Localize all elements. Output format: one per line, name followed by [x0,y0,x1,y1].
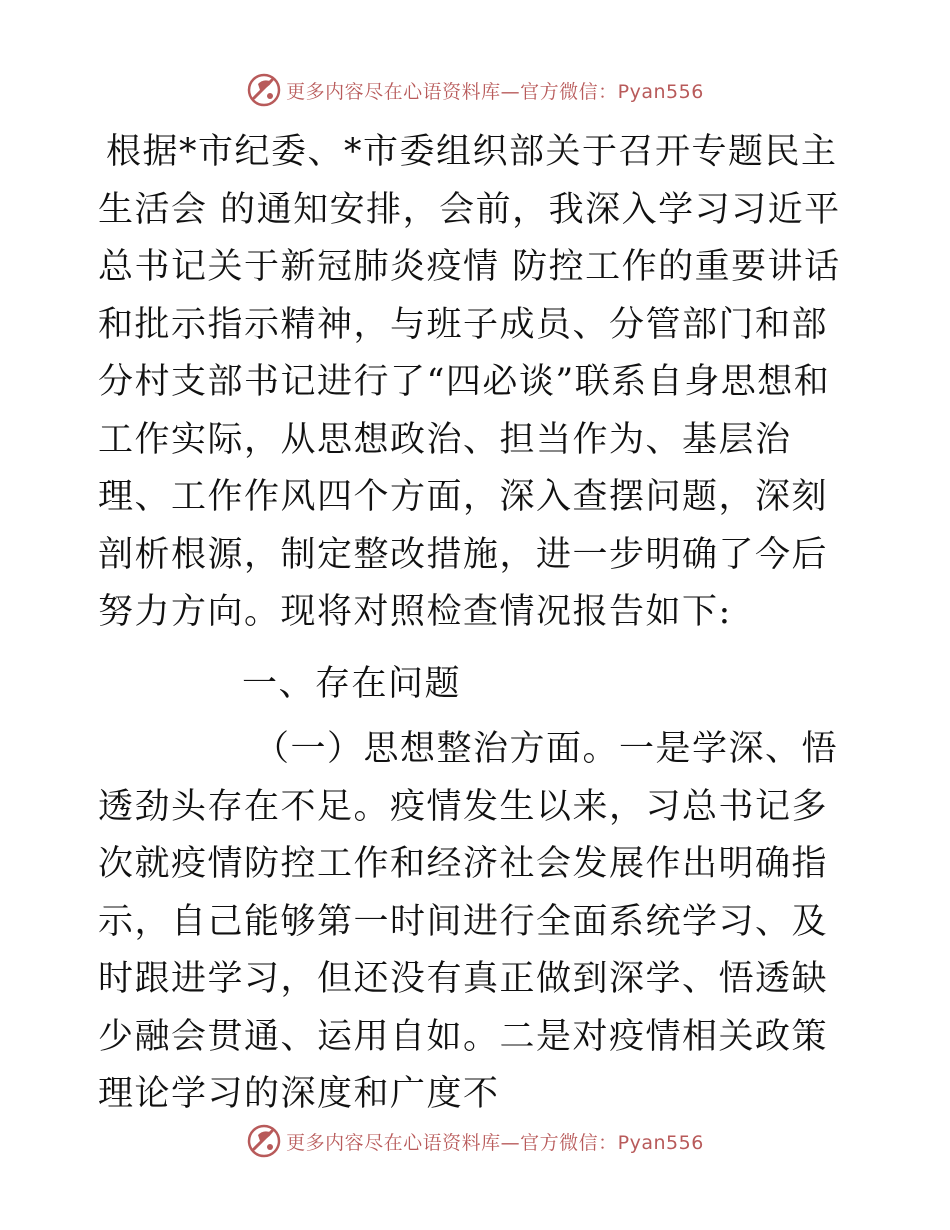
section-heading: 一、存在问题 [242,663,462,704]
watermark-text: 更多内容尽在心语资料库—官方微信：Pyan556 [286,1131,704,1154]
seal-logo-icon [246,1123,282,1159]
watermark-footer [0,1121,950,1161]
subsection-paragraph: （一）思想整治方面。一是学深、悟透劲头存在不足。疫情发生以来，习总书记多次就疫情防控工作和经济社会发展作出明确指示，自己能够第一时间进行全面系统学习、及时跟进学习，但还没有真正做到深学、悟透缺少融会贯通、运用自如。二是对疫情相关政策理论学习的深度和广度不 [98,729,839,1114]
document-body [98,124,850,1124]
watermark-group [246,72,704,108]
watermark-group [246,1123,704,1159]
watermark-header [0,70,950,110]
watermark-text: 更多内容尽在心语资料库—官方微信：Pyan556 [286,80,704,103]
seal-logo-icon [246,72,282,108]
intro-paragraph: 根据*市纪委、*市委组织部关于召开专题民主生活会 的通知安排，会前，我深入学习习近平总书记关于新冠肺炎疫情 防控工作的重要讲话 和批示指示精神，与班子成员、分管部门和部分村支部书记进行了“四必谈”联系自身思想和工作实际，从思想政治、担当作为、基层治理、工作作风四个方面，深入查摆问题，深刻剖析根源，制定整改措施，进一步明确了今后努力方向。现将对照检查情况报告如下: [98,132,841,632]
